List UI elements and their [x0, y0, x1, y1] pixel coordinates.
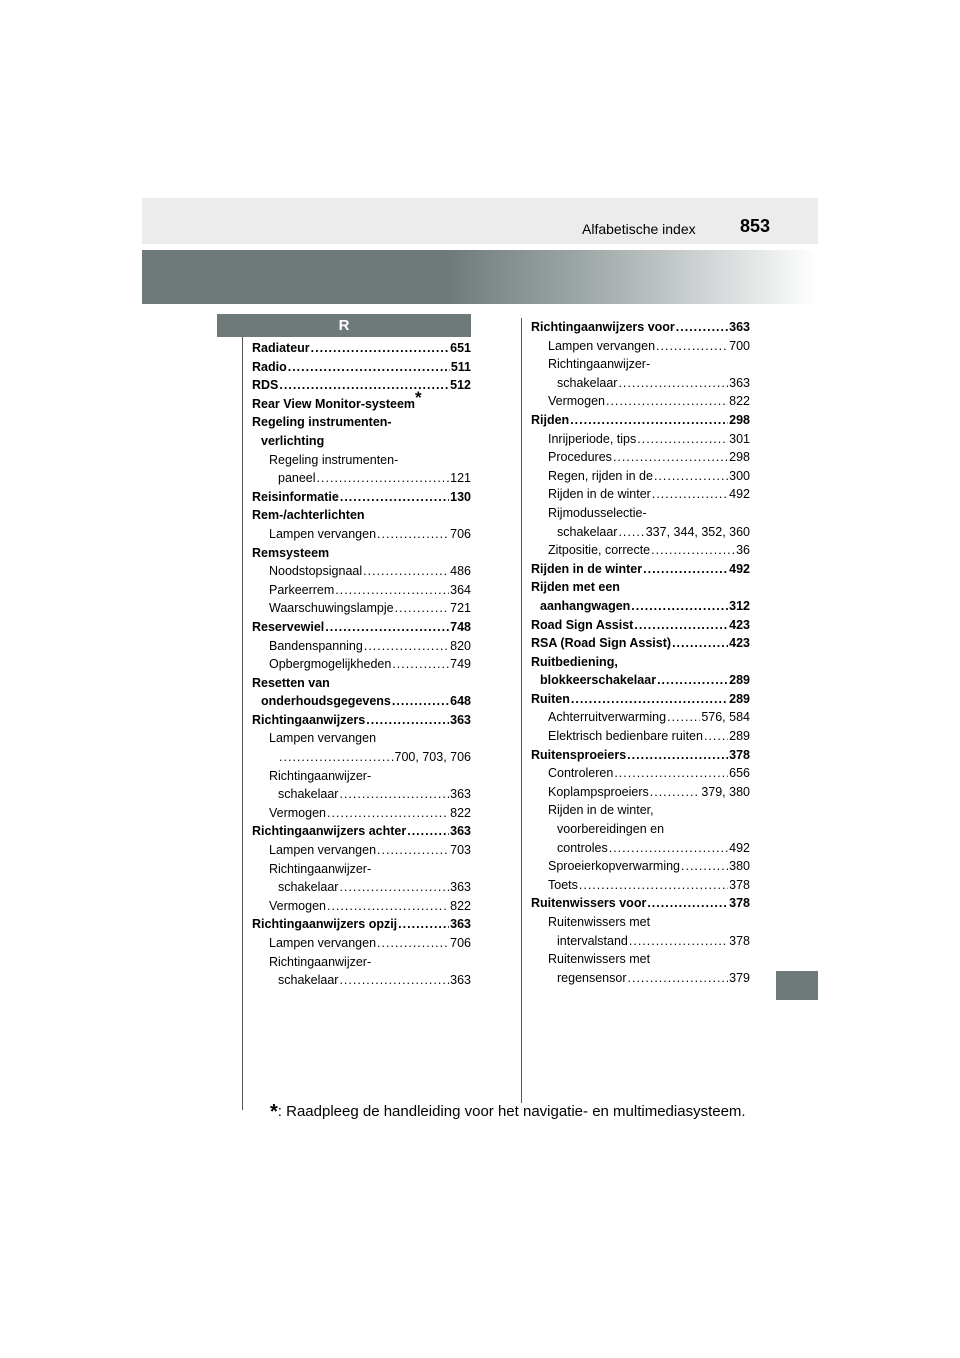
index-heading-line	[252, 451, 471, 470]
page-reference: 656	[729, 766, 750, 781]
leader-dots	[631, 597, 728, 616]
page-reference: 512	[450, 378, 471, 393]
page-reference: 648	[450, 694, 471, 709]
entry-text: schakelaar	[278, 787, 339, 802]
leader-dots	[627, 746, 728, 765]
index-entry	[252, 822, 471, 841]
leader-dots	[609, 839, 728, 858]
index-entry	[252, 692, 471, 711]
page-reference: 298	[729, 412, 750, 427]
leader-dots	[672, 634, 728, 653]
page-reference: 700	[729, 338, 750, 353]
entry-text: paneel	[278, 471, 316, 486]
index-entry	[531, 318, 750, 337]
page-reference: 706	[450, 526, 471, 541]
entry-text: Richtingaanwijzer-	[548, 357, 651, 372]
index-heading-line	[252, 544, 471, 563]
entry-text: Resetten van	[252, 675, 330, 690]
index-heading-line	[531, 950, 750, 969]
page-reference: 822	[450, 898, 471, 913]
page-reference: 289	[729, 691, 750, 706]
entry-text: Procedures	[548, 450, 612, 465]
page-reference: 700, 703, 706	[394, 750, 471, 765]
leader-dots	[398, 915, 449, 934]
page-reference: 423	[729, 617, 750, 632]
entry-text: Rem-/achterlichten	[252, 508, 365, 523]
section-title: Alfabetische index	[582, 221, 696, 237]
leader-dots	[339, 971, 449, 990]
leader-dots	[340, 488, 449, 507]
index-entry	[252, 525, 471, 544]
entry-text: Regeling instrumenten-	[252, 415, 392, 430]
page-reference: 337, 344, 352, 360	[645, 524, 750, 539]
leader-dots	[681, 857, 728, 876]
index-heading-line	[531, 578, 750, 597]
leader-dots	[311, 339, 449, 358]
leader-dots	[571, 690, 728, 709]
page-reference: 822	[729, 394, 750, 409]
leader-dots	[656, 337, 728, 356]
leader-dots	[614, 764, 728, 783]
entry-text: voorbereidingen en	[557, 822, 665, 837]
header-bar	[142, 198, 818, 244]
entry-text: Zitpositie, correcte	[548, 543, 651, 558]
entry-text: Bandenspanning	[269, 638, 363, 653]
leader-dots	[676, 318, 728, 337]
entry-text: Vermogen	[548, 394, 605, 409]
leader-dots	[377, 841, 449, 860]
page-reference: 363	[729, 320, 750, 334]
entry-text: Rijden in de winter	[531, 561, 643, 576]
leader-dots	[339, 878, 449, 897]
index-entry	[252, 339, 471, 358]
entry-text: Parkeerrem	[269, 582, 335, 597]
index-entry	[531, 541, 750, 560]
entry-text: Rijden in de winter,	[548, 803, 654, 818]
entry-text: Remsysteem	[252, 545, 330, 560]
page-reference: 363	[450, 880, 471, 895]
index-entry	[252, 581, 471, 600]
index-heading-line	[531, 355, 750, 374]
leader-dots	[618, 523, 644, 542]
leader-dots	[363, 562, 449, 581]
index-heading-line	[531, 504, 750, 523]
index-entry	[531, 392, 750, 411]
index-entry	[531, 616, 750, 635]
page-reference: 312	[729, 598, 750, 613]
footnote-mark: *	[270, 1101, 278, 1123]
index-entry	[531, 839, 750, 858]
index-entry	[531, 411, 750, 430]
index-heading-line	[252, 432, 471, 451]
entry-text: Koplampsproeiers	[548, 784, 649, 799]
index-entry	[531, 430, 750, 449]
index-entry	[531, 783, 750, 802]
index-entry	[531, 876, 750, 895]
leader-dots	[629, 932, 728, 951]
entry-text: Richtingaanwijzers achter	[252, 824, 407, 839]
index-heading-line	[252, 506, 471, 525]
page-reference: 298	[729, 450, 750, 465]
entry-text: Ruitenwissers met	[548, 915, 651, 929]
leader-dots	[279, 376, 449, 395]
page-reference: 706	[450, 936, 471, 950]
leader-dots	[377, 934, 449, 953]
entry-text: aanhangwagen	[540, 598, 631, 613]
entry-text: Radio	[252, 359, 287, 374]
entry-text: Ruitenwissers voor	[531, 896, 647, 911]
index-entry	[531, 634, 750, 653]
index-entry	[252, 785, 471, 804]
entry-text: RDS	[252, 378, 279, 393]
page-number: 853	[740, 216, 771, 236]
entry-text: Lampen vervangen	[269, 843, 377, 858]
leader-dots	[650, 783, 701, 802]
footnote-text: : Raadpleeg de handleiding voor het navigatie- en multimediasysteem.	[277, 1103, 746, 1120]
entry-text: Regen, rijden in de	[548, 468, 653, 483]
leader-dots	[613, 448, 728, 467]
index-entry	[252, 915, 471, 934]
page-reference: 378	[729, 933, 750, 948]
index-entry	[252, 469, 471, 488]
header-gradient-band	[142, 250, 818, 304]
entry-text: Lampen vervangen	[269, 731, 377, 746]
leader-dots	[628, 969, 729, 988]
index-entry	[531, 746, 750, 765]
page-reference: 130	[450, 489, 471, 504]
leader-dots	[392, 655, 449, 674]
entry-text: Rijden met een	[531, 580, 620, 595]
index-entry	[252, 562, 471, 581]
entry-text: RSA (Road Sign Assist)	[531, 636, 672, 651]
footnote	[270, 1101, 746, 1124]
entry-text: Rijden in de winter	[548, 487, 651, 502]
index-heading-line	[252, 413, 471, 432]
index-heading-line	[252, 674, 471, 693]
page-reference: 703	[450, 843, 471, 858]
entry-text: Waarschuwingslampje	[269, 601, 394, 616]
entry-text: Richtingaanwijzer-	[269, 768, 372, 783]
index-entry	[531, 857, 750, 876]
page-reference: 300	[729, 468, 750, 483]
entry-text: Vermogen	[269, 805, 326, 820]
leader-dots	[651, 541, 735, 560]
entry-text: Richtingaanwijzer-	[269, 954, 372, 969]
entry-text: Lampen vervangen	[548, 338, 656, 353]
page-reference: 363	[450, 917, 471, 932]
page-reference: 379, 380	[701, 784, 750, 799]
leader-dots	[288, 358, 450, 377]
index-entry	[531, 671, 750, 690]
entry-text: Lampen vervangen	[269, 526, 377, 541]
index-heading-line	[252, 860, 471, 879]
index-heading-line	[252, 729, 471, 748]
page-reference: 749	[450, 657, 471, 672]
entry-text: Ruitenwissers met	[548, 952, 651, 967]
index-entry	[531, 467, 750, 486]
leader-dots	[637, 430, 728, 449]
column-divider-middle	[521, 318, 522, 1103]
entry-text: Sproeierkopverwarming	[548, 859, 681, 874]
leader-dots	[327, 804, 449, 823]
index-entry	[252, 841, 471, 860]
page-reference: 822	[450, 805, 471, 820]
page-reference: 36	[736, 543, 750, 558]
page-reference: 492	[729, 561, 750, 576]
index-heading-line	[531, 913, 750, 932]
entry-text: Ruitensproeiers	[531, 747, 627, 762]
page-reference: 379	[729, 970, 750, 985]
leader-dots	[647, 894, 728, 913]
index-heading-line	[252, 387, 471, 414]
index-entry	[531, 894, 750, 913]
entry-text: Elektrisch bedienbare ruiten	[548, 729, 703, 744]
leader-dots	[325, 618, 449, 637]
leader-dots	[366, 711, 449, 730]
page-reference: 492	[729, 487, 750, 502]
index-heading-line	[531, 801, 750, 820]
entry-text: Rear View Monitor-systeem	[252, 396, 416, 411]
entry-text: Controleren	[548, 766, 614, 781]
index-entry	[252, 599, 471, 618]
page-reference: 363	[450, 824, 471, 839]
page-reference: 380	[729, 859, 750, 874]
page-reference: 363	[450, 712, 471, 727]
entry-text: controles	[557, 840, 608, 855]
entry-text: Richtingaanwijzers	[252, 712, 366, 727]
entry-text: Vermogen	[269, 898, 326, 913]
leader-dots	[317, 469, 450, 488]
leader-dots	[339, 785, 449, 804]
leader-dots	[392, 692, 449, 711]
entry-text: Lampen vervangen	[269, 936, 377, 950]
entry-text: Ruiten	[531, 691, 570, 706]
entry-text: verlichting	[261, 433, 325, 448]
entry-text: Toets	[548, 877, 578, 892]
index-entry	[252, 711, 471, 730]
leader-dots	[570, 411, 728, 430]
leader-dots	[643, 560, 728, 579]
index-entry	[531, 560, 750, 579]
entry-text: Richtingaanwijzers voor	[531, 320, 675, 334]
entry-text: Reservewiel	[252, 619, 325, 634]
index-entry	[252, 897, 471, 916]
entry-text: Richtingaanwijzer-	[269, 861, 372, 876]
entry-text: Noodstopsignaal	[269, 564, 363, 579]
index-entry	[531, 597, 750, 616]
index-entry	[252, 488, 471, 507]
entry-text: Rijmodusselectie-	[548, 505, 647, 520]
section-thumb-tab	[776, 971, 818, 1000]
index-entry	[531, 523, 750, 542]
leader-dots	[667, 708, 700, 727]
index-entry	[252, 618, 471, 637]
index-entry	[531, 690, 750, 709]
page-reference: 486	[450, 564, 471, 579]
index-entry	[531, 337, 750, 356]
leader-dots	[407, 822, 449, 841]
entry-text: intervalstand	[557, 933, 628, 948]
index-entry	[252, 637, 471, 656]
index-heading-line	[531, 820, 750, 839]
leader-dots	[704, 727, 728, 746]
index-entry	[531, 708, 750, 727]
leader-dots	[395, 599, 450, 618]
index-entry	[252, 878, 471, 897]
page-reference: 378	[729, 896, 750, 911]
page-reference: 378	[729, 877, 750, 892]
footnote-mark: *	[415, 387, 422, 407]
page-reference: 363	[729, 375, 750, 390]
index-entry	[252, 748, 471, 767]
index-entry	[531, 969, 750, 988]
entry-text: Inrijperiode, tips	[548, 431, 637, 446]
page-reference: 511	[450, 359, 471, 374]
entry-text: schakelaar	[557, 524, 618, 539]
entry-text: Radiateur	[252, 341, 310, 355]
page-reference: 289	[729, 729, 750, 744]
index-heading-line	[531, 653, 750, 672]
leader-dots	[579, 876, 728, 895]
index-entry	[252, 655, 471, 674]
entry-text: Road Sign Assist	[531, 617, 634, 632]
page-reference: 289	[729, 673, 750, 688]
index-entry	[531, 932, 750, 951]
index-heading-line	[252, 767, 471, 786]
leader-dots	[634, 616, 728, 635]
entry-text: Ruitbediening,	[531, 654, 618, 669]
index-entry	[531, 374, 750, 393]
entry-text: Regeling instrumenten-	[269, 452, 399, 467]
index-entry	[252, 934, 471, 953]
index-entry	[252, 804, 471, 823]
page-reference: 301	[729, 431, 750, 446]
entry-text: schakelaar	[557, 375, 618, 390]
entry-text: schakelaar	[278, 973, 339, 988]
entry-text: Opbergmogelijkheden	[269, 657, 392, 672]
page-reference: 492	[729, 840, 750, 855]
column-divider-left	[242, 337, 243, 1110]
page-reference: 364	[450, 582, 471, 597]
index-entry	[252, 376, 471, 395]
page-reference: 378	[729, 747, 750, 762]
entry-text: Achterruitverwarming	[548, 710, 667, 725]
index-entry	[252, 358, 471, 377]
index-entry	[531, 485, 750, 504]
letter-heading: R	[217, 314, 471, 337]
page-reference: 576, 584	[701, 710, 750, 725]
entry-text: regensensor	[557, 970, 627, 985]
leader-dots	[364, 637, 449, 656]
page-reference: 363	[450, 787, 471, 802]
page-reference: 363	[450, 973, 471, 988]
index-entry	[531, 764, 750, 783]
leader-dots	[606, 392, 728, 411]
entry-text: blokkeerschakelaar	[540, 673, 657, 688]
page-reference: 820	[450, 638, 471, 653]
index-entry	[531, 727, 750, 746]
page-reference: 651	[450, 341, 471, 355]
index-column-left	[252, 339, 471, 990]
entry-text: Richtingaanwijzers opzij	[252, 917, 398, 932]
leader-dots	[335, 581, 449, 600]
entry-text: Rijden	[531, 412, 570, 427]
page-reference: 423	[729, 636, 750, 651]
index-column-right	[531, 318, 750, 987]
leader-dots	[654, 467, 728, 486]
entry-text: onderhoudsgegevens	[261, 694, 391, 709]
leader-dots	[377, 525, 449, 544]
leader-dots	[618, 374, 728, 393]
leader-dots	[327, 897, 449, 916]
page-reference: 121	[450, 471, 471, 486]
leader-dots	[657, 671, 728, 690]
entry-text: schakelaar	[278, 880, 339, 895]
page-reference: 721	[450, 601, 471, 616]
index-entry	[531, 448, 750, 467]
index-heading-line	[252, 953, 471, 972]
leader-dots	[279, 748, 394, 767]
entry-text: Reisinformatie	[252, 489, 339, 504]
page-reference: 748	[450, 619, 471, 634]
leader-dots	[652, 485, 728, 504]
index-entry	[252, 971, 471, 990]
